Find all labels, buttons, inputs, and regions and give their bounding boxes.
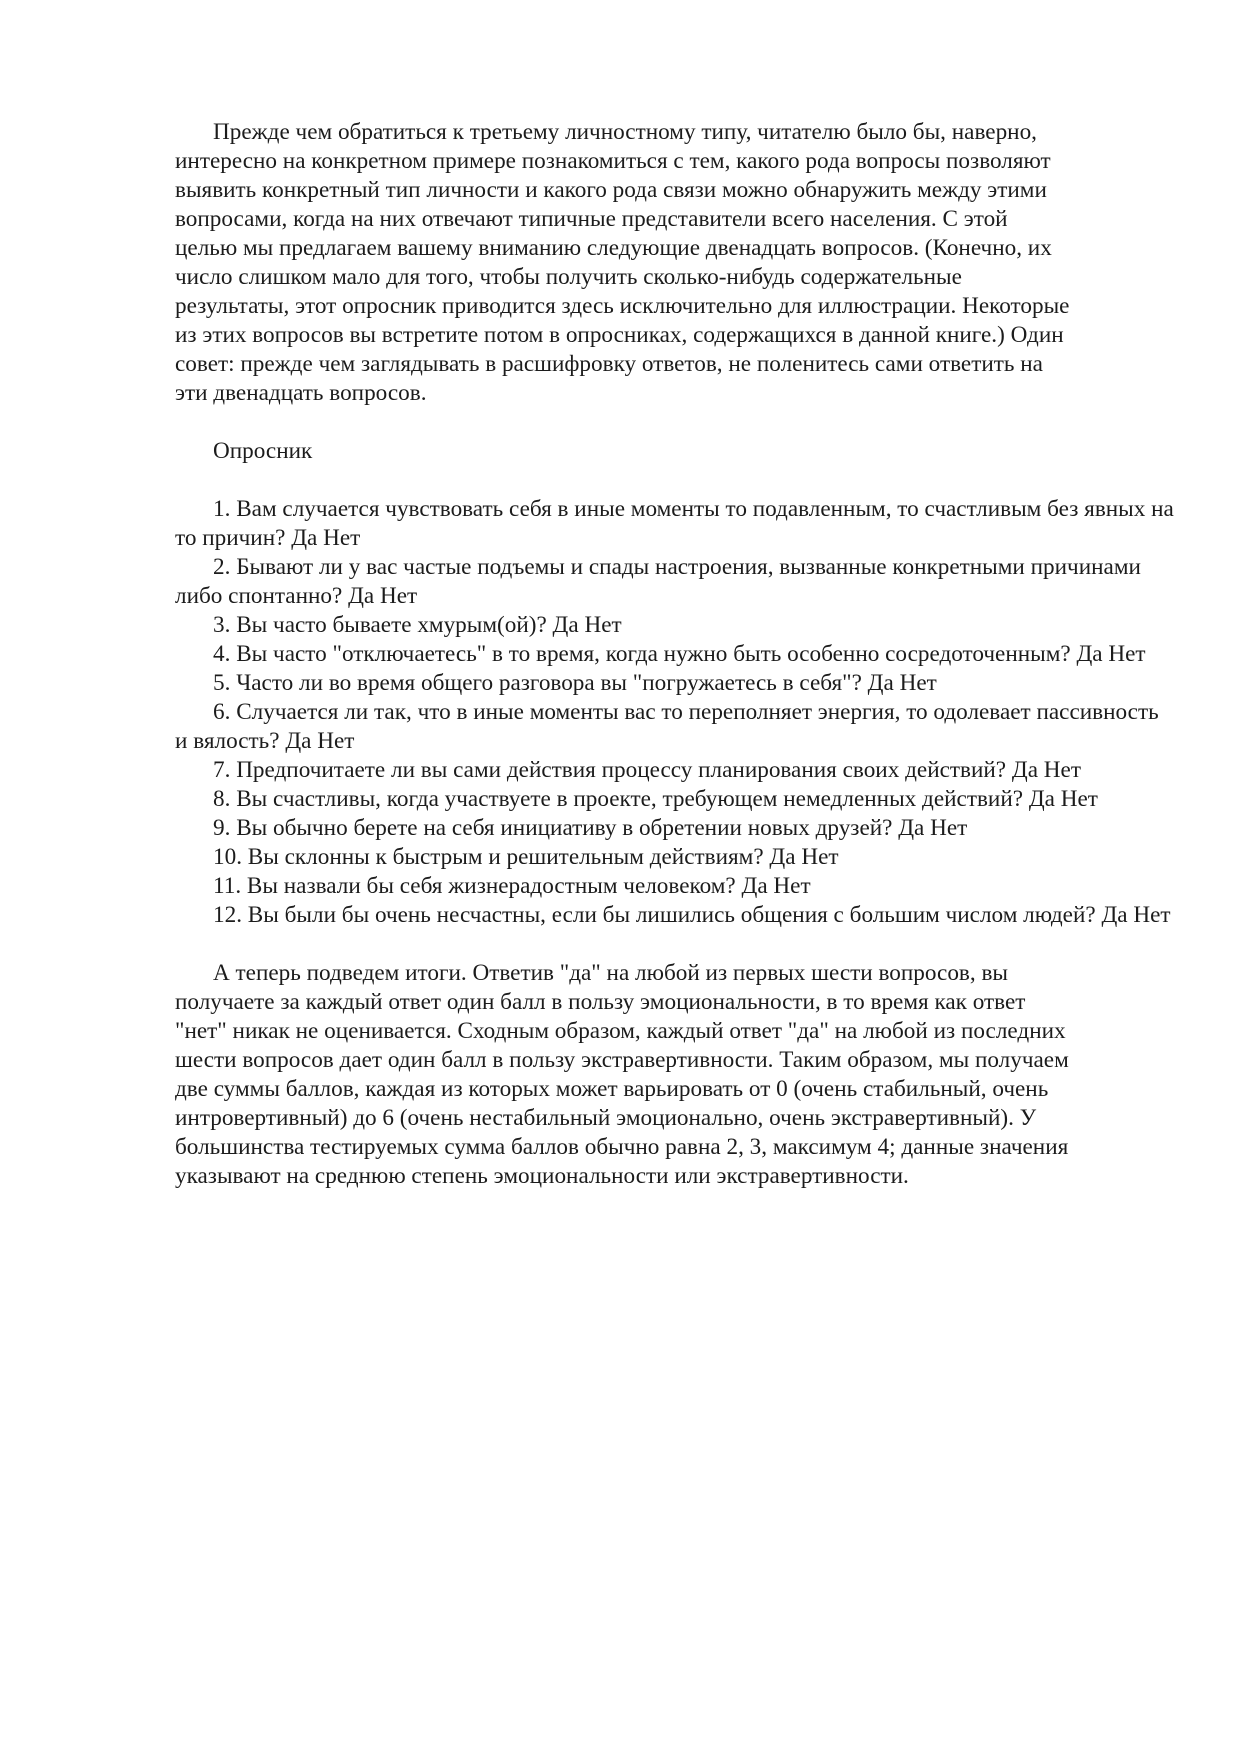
questionnaire-heading: Опросник <box>213 438 313 464</box>
question-item: 7. Предпочитаете ли вы сами действия процессу планирования своих действий? Да Нет <box>213 757 1081 783</box>
question-item: 1. Вам случается чувствовать себя в иные моменты то подавленным, то счастливым без явных на то причин? Да Нет <box>175 496 1174 551</box>
question-list <box>175 495 1175 930</box>
intro-line: из этих вопросов вы встретите потом в опросниках, содержащихся в данной книге.) Один <box>175 322 1064 348</box>
intro-line: вопросами, когда на них отвечают типичные представители всего населения. С этой <box>175 206 1008 232</box>
intro-line: целью мы предлагаем вашему вниманию следующие двенадцать вопросов. (Конечно, их <box>175 235 1052 261</box>
question-item: 11. Вы назвали бы себя жизнерадостным человеком? Да Нет <box>213 873 811 899</box>
summary-line: интровертивный) до 6 (очень нестабильный эмоционально, очень экстравертивный). У <box>175 1105 1037 1131</box>
summary-paragraph <box>175 959 1175 1191</box>
intro-line: результаты, этот опросник приводится здесь исключительно для иллюстрации. Некоторые <box>175 293 1070 319</box>
question-item: 9. Вы обычно берете на себя инициативу в обретении новых друзей? Да Нет <box>213 815 968 841</box>
summary-line: "нет" никак не оценивается. Сходным образом, каждый ответ "да" на любой из последних <box>175 1018 1066 1044</box>
summary-line: большинства тестируемых сумма баллов обычно равна 2, 3, максимум 4; данные значения <box>175 1134 1069 1160</box>
question-item: 8. Вы счастливы, когда участвуете в проекте, требующем немедленных действий? Да Нет <box>213 786 1098 812</box>
question-item: 6. Случается ли так, что в иные моменты вас то переполняет энергия, то одолевает пассивность и вялость? Да Нет <box>175 699 1159 754</box>
intro-line: число слишком мало для того, чтобы получить сколько-нибудь содержательные <box>175 264 962 290</box>
intro-line: эти двенадцать вопросов. <box>175 380 427 406</box>
question-item: 3. Вы часто бываете хмурым(ой)? Да Нет <box>213 612 622 638</box>
intro-paragraph <box>175 118 1175 408</box>
summary-line: шести вопросов дает один балл в пользу экстравертивности. Таким образом, мы получаем <box>175 1047 1069 1073</box>
question-item: 2. Бывают ли у вас частые подъемы и спады настроения, вызванные конкретными причинами либо спонтанно? Да Нет <box>175 554 1141 609</box>
intro-line: Прежде чем обратиться к третьему личностному типу, читателю было бы, наверно, <box>213 119 1037 145</box>
question-item: 12. Вы были бы очень несчастны, если бы лишились общения с большим числом людей? Да Нет <box>213 902 1171 928</box>
summary-line: две суммы баллов, каждая из которых может варьировать от 0 (очень стабильный, очень <box>175 1076 1049 1102</box>
document-page <box>175 118 1175 1191</box>
question-item: 10. Вы склонны к быстрым и решительным действиям? Да Нет <box>213 844 839 870</box>
intro-line: совет: прежде чем заглядывать в расшифровку ответов, не поленитесь сами ответить на <box>175 351 1043 377</box>
summary-line: получаете за каждый ответ один балл в пользу эмоциональности, в то время как ответ <box>175 989 1026 1015</box>
summary-line: А теперь подведем итоги. Ответив "да" на любой из первых шести вопросов, вы <box>213 960 1008 986</box>
question-item: 5. Часто ли во время общего разговора вы "погружаетесь в себя"? Да Нет <box>213 670 937 696</box>
question-item: 4. Вы часто "отключаетесь" в то время, когда нужно быть особенно сосредоточенным? Да Нет <box>213 641 1146 667</box>
summary-line: указывают на среднюю степень эмоциональности или экстравертивности. <box>175 1163 909 1189</box>
intro-line: выявить конкретный тип личности и какого рода связи можно обнаружить между этими <box>175 177 1047 203</box>
intro-line: интересно на конкретном примере познакомиться с тем, какого рода вопросы позволяют <box>175 148 1051 174</box>
